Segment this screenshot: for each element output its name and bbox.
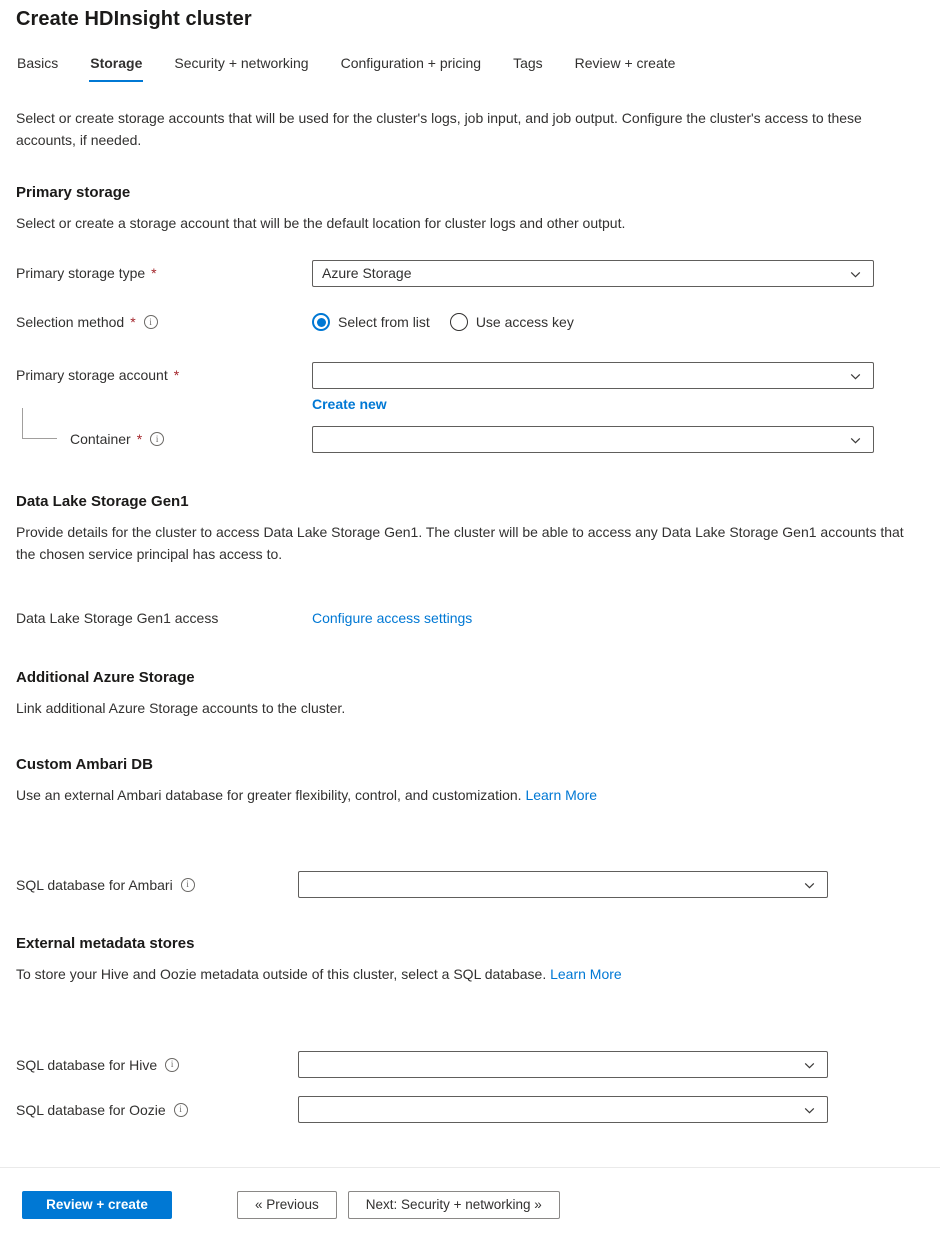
chevron-down-icon	[849, 434, 862, 450]
wizard-tabs	[16, 53, 924, 82]
create-new-row	[312, 396, 924, 412]
primary-storage-type-value: Azure Storage	[322, 265, 412, 282]
previous-button[interactable]: « Previous	[237, 1191, 337, 1219]
info-icon[interactable]: i	[144, 315, 158, 329]
sql-ambari-dropdown[interactable]	[298, 871, 828, 898]
container-row	[16, 425, 924, 453]
footer-divider	[0, 1167, 940, 1168]
selection-method-radio-group	[312, 313, 924, 331]
radio-label: Select from list	[338, 314, 430, 331]
container-dropdown[interactable]	[312, 426, 874, 453]
tree-connector-icon	[22, 408, 57, 439]
required-asterisk: *	[130, 314, 136, 331]
tab-basics[interactable]: Basics	[17, 55, 59, 71]
primary-storage-account-dropdown[interactable]	[312, 362, 874, 389]
chevron-down-icon	[803, 879, 816, 895]
data-lake-description: Provide details for the cluster to access Data Lake Storage Gen1. The cluster will be able to access any Data Lake Storage Gen1 accounts that the chosen service principal has access to.	[16, 524, 904, 562]
intro-text: Select or create storage accounts that will be used for the cluster's logs, job input, and job output. Configure the cluster's access to these accounts, if needed.	[16, 110, 862, 148]
data-lake-access-row	[16, 607, 924, 629]
tab-security-networking[interactable]: Security + networking	[174, 55, 309, 71]
tab-configuration-pricing[interactable]: Configuration + pricing	[340, 55, 482, 71]
primary-storage-type-label: Primary storage type *	[16, 265, 157, 282]
info-icon[interactable]: i	[150, 432, 164, 446]
next-button[interactable]: Next: Security + networking »	[348, 1191, 560, 1219]
custom-ambari-description: Use an external Ambari database for greater flexibility, control, and customization. Learn More	[16, 787, 598, 804]
configure-access-settings-link[interactable]: Configure access settings	[312, 610, 473, 627]
external-metadata-heading: External metadata stores	[16, 934, 195, 952]
required-asterisk: *	[151, 265, 157, 282]
radio-selected-icon	[312, 313, 330, 331]
additional-storage-heading: Additional Azure Storage	[16, 669, 195, 687]
review-create-button[interactable]: Review + create	[22, 1191, 172, 1219]
radio-label: Use access key	[475, 314, 574, 331]
info-icon[interactable]: i	[181, 878, 195, 892]
sql-hive-row	[16, 1051, 924, 1079]
primary-storage-type-dropdown[interactable]	[312, 260, 874, 287]
selection-method-label: Selection method * i	[16, 314, 312, 330]
page-title: Create HDInsight cluster	[16, 8, 252, 30]
sql-ambari-label: SQL database for Ambari i	[16, 877, 298, 893]
radio-unselected-icon	[450, 313, 468, 331]
tab-review-create[interactable]: Review + create	[574, 55, 676, 71]
custom-ambari-heading: Custom Ambari DB	[16, 756, 153, 774]
chevron-down-icon	[803, 1059, 816, 1075]
sql-ambari-row	[16, 871, 924, 899]
primary-storage-account-row	[16, 361, 924, 389]
sql-oozie-label: SQL database for Oozie i	[16, 1102, 298, 1118]
sql-oozie-dropdown[interactable]	[298, 1096, 828, 1123]
additional-storage-description: Link additional Azure Storage accounts to the cluster.	[16, 700, 346, 717]
container-label: Container * i	[70, 431, 164, 447]
radio-use-access-key[interactable]	[450, 313, 574, 331]
primary-storage-type-row	[16, 259, 924, 287]
chevron-down-icon	[849, 370, 862, 386]
external-metadata-description: To store your Hive and Oozie metadata outside of this cluster, select a SQL database. Learn More	[16, 965, 622, 982]
learn-more-link[interactable]: Learn More	[550, 965, 622, 982]
create-new-link[interactable]: Create new	[312, 396, 387, 413]
chevron-down-icon	[803, 1104, 816, 1120]
primary-storage-account-label: Primary storage account *	[16, 367, 180, 384]
required-asterisk: *	[173, 367, 180, 384]
sql-hive-label: SQL database for Hive i	[16, 1057, 298, 1073]
chevron-down-icon	[849, 268, 862, 284]
primary-storage-description: Select or create a storage account that will be the default location for cluster logs and other output.	[16, 215, 626, 232]
data-lake-access-label: Data Lake Storage Gen1 access	[16, 610, 219, 627]
primary-storage-heading: Primary storage	[16, 184, 131, 202]
info-icon[interactable]: i	[165, 1058, 179, 1072]
required-asterisk: *	[136, 431, 143, 448]
radio-select-from-list[interactable]	[312, 313, 430, 331]
tab-storage[interactable]: Storage	[89, 53, 143, 82]
selection-method-row	[16, 308, 924, 336]
sql-oozie-row	[16, 1096, 924, 1124]
data-lake-heading: Data Lake Storage Gen1	[16, 493, 189, 511]
learn-more-link[interactable]: Learn More	[525, 787, 598, 804]
tab-tags[interactable]: Tags	[513, 55, 543, 71]
info-icon[interactable]: i	[174, 1103, 188, 1117]
container-label-cell	[16, 425, 312, 453]
sql-hive-dropdown[interactable]	[298, 1051, 828, 1078]
